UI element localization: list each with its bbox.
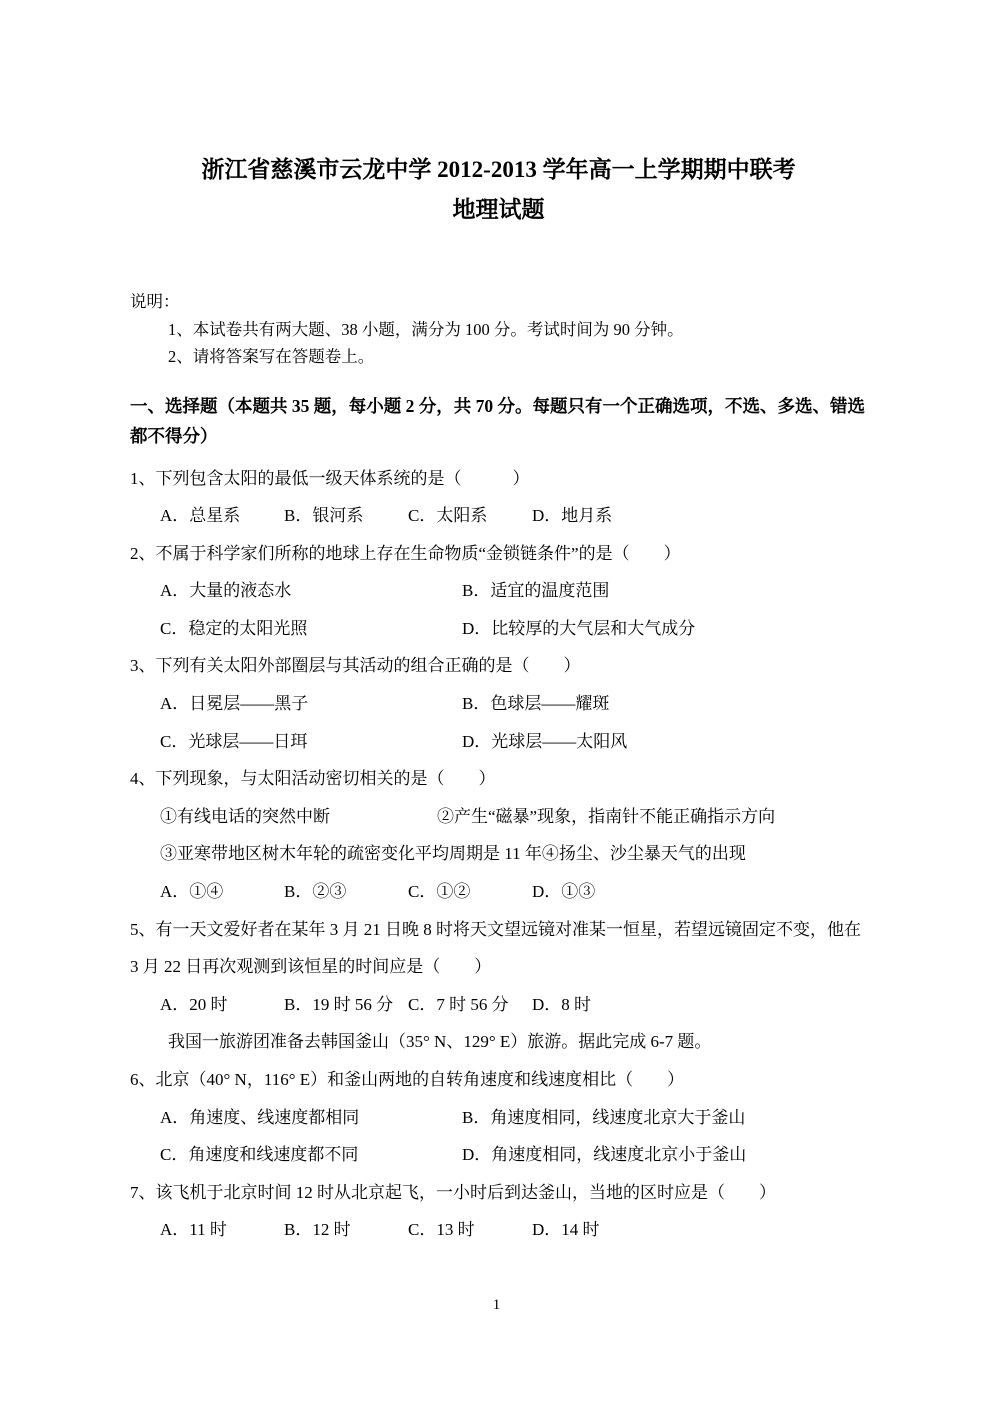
option-item: D．8 时 — [532, 994, 592, 1014]
options-row — [130, 1099, 867, 1137]
option-item: A．总星系 — [160, 506, 241, 526]
notes-section — [130, 288, 867, 371]
page-content — [130, 0, 867, 1249]
options-row — [130, 986, 867, 1024]
statements-row — [130, 835, 867, 873]
page-number: 1 — [492, 1297, 501, 1313]
question-3 — [130, 647, 867, 760]
option-item: D．14 时 — [532, 1220, 600, 1240]
question-6 — [130, 1061, 867, 1174]
statement-item: ③亚寒带地区树木年轮的疏密变化平均周期是 11 年 — [160, 844, 542, 864]
option-item: B．角速度相同，线速度北京大于釜山 — [462, 1107, 746, 1127]
option-item: A．角速度、线速度都相同 — [160, 1107, 360, 1127]
option-item: A．大量的液态水 — [160, 581, 292, 601]
question-7 — [130, 1174, 867, 1249]
options-row — [130, 685, 867, 723]
option-item: B．银河系 — [284, 506, 364, 526]
options-row — [130, 723, 867, 761]
options-row — [130, 1136, 867, 1174]
note-item: 2、请将答案写在答题卷上。 — [168, 347, 375, 366]
option-item: A．11 时 — [160, 1220, 227, 1240]
options-row — [130, 572, 867, 610]
option-item: A．日冕层——黑子 — [160, 694, 309, 714]
option-item: D．①③ — [532, 882, 596, 902]
question-4 — [130, 760, 867, 910]
options-row — [130, 497, 867, 535]
option-item: B．色球层——耀斑 — [462, 694, 610, 714]
option-item: B．适宜的温度范围 — [462, 581, 610, 601]
option-item: D．光球层——太阳风 — [462, 731, 628, 751]
passage-text: 我国一旅游团准备去韩国釜山（35° N、129° E）旅游。据此完成 6-7 题。 — [168, 1032, 712, 1052]
page-subtitle: 地理试题 — [452, 197, 545, 222]
note-item: 1、本试卷共有两大题、38 小题，满分为 100 分。考试时间为 90 分钟。 — [168, 319, 684, 339]
option-item: D．地月系 — [532, 506, 613, 526]
section-heading: 一、选择题（本题共 35 题，每小题 2 分，共 70 分。每题只有一个正确选项，不选、多选、错选都不得分） — [130, 395, 865, 446]
option-item: C．光球层——日珥 — [160, 731, 308, 751]
question-stem: 4、下列现象，与太阳活动密切相关的是（ ） — [130, 769, 496, 789]
option-item: C．7 时 56 分 — [408, 994, 509, 1014]
statement-item: ④扬尘、沙尘暴天气的出现 — [541, 844, 746, 864]
option-item: B．②③ — [284, 882, 347, 902]
option-item: C．稳定的太阳光照 — [160, 618, 308, 638]
question-2 — [130, 535, 867, 648]
option-item: B．12 时 — [284, 1220, 351, 1240]
question-stem: 3、下列有关太阳外部圈层与其活动的组合正确的是（ ） — [130, 656, 581, 676]
option-item: B．19 时 56 分 — [284, 994, 394, 1014]
question-stem: 6、北京（40° N，116° E）和釜山两地的自转角速度和线速度相比（ ） — [130, 1070, 685, 1089]
options-row — [130, 1211, 867, 1249]
question-stem: 1、下列包含太阳的最低一级天体系统的是（ ） — [130, 468, 530, 488]
question-stem: 5、有一天文爱好者在某年 3 月 21 日晚 8 时将天文望远镜对准某一恒星，若望远镜固定不变，他在 3 月 22 日再次观测到该恒星的时间应是（ ） — [130, 919, 861, 977]
statements-row — [130, 798, 867, 836]
options-row — [130, 610, 867, 648]
statement-item: ①有线电话的突然中断 — [160, 806, 330, 826]
option-item: A．①④ — [160, 882, 224, 902]
options-row — [130, 873, 867, 911]
option-item: C．角速度和线速度都不同 — [160, 1145, 359, 1165]
page-title: 浙江省慈溪市云龙中学 2012-2013 学年高一上学期期中联考 — [201, 157, 796, 182]
option-item: C．太阳系 — [408, 506, 488, 526]
questions-list — [130, 460, 867, 1249]
option-item: D．角速度相同，线速度北京小于釜山 — [462, 1145, 747, 1165]
question-5 — [130, 911, 867, 1024]
option-item: A．20 时 — [160, 994, 228, 1014]
option-item: C．13 时 — [408, 1220, 475, 1240]
question-stem: 2、不属于科学家们所称的地球上存在生命物质“金锁链条件”的是（ ） — [130, 543, 681, 563]
option-item: D．比较厚的大气层和大气成分 — [462, 618, 696, 638]
notes-heading: 说明： — [130, 292, 180, 311]
question-stem: 7、该飞机于北京时间 12 时从北京起飞，一小时后到达釜山，当地的区时应是（ ） — [130, 1182, 776, 1202]
option-item: C．①② — [408, 882, 471, 902]
title-block — [130, 150, 867, 230]
question-1 — [130, 460, 867, 535]
statement-item: ②产生“磁暴”现象，指南针不能正确指示方向 — [437, 806, 776, 826]
